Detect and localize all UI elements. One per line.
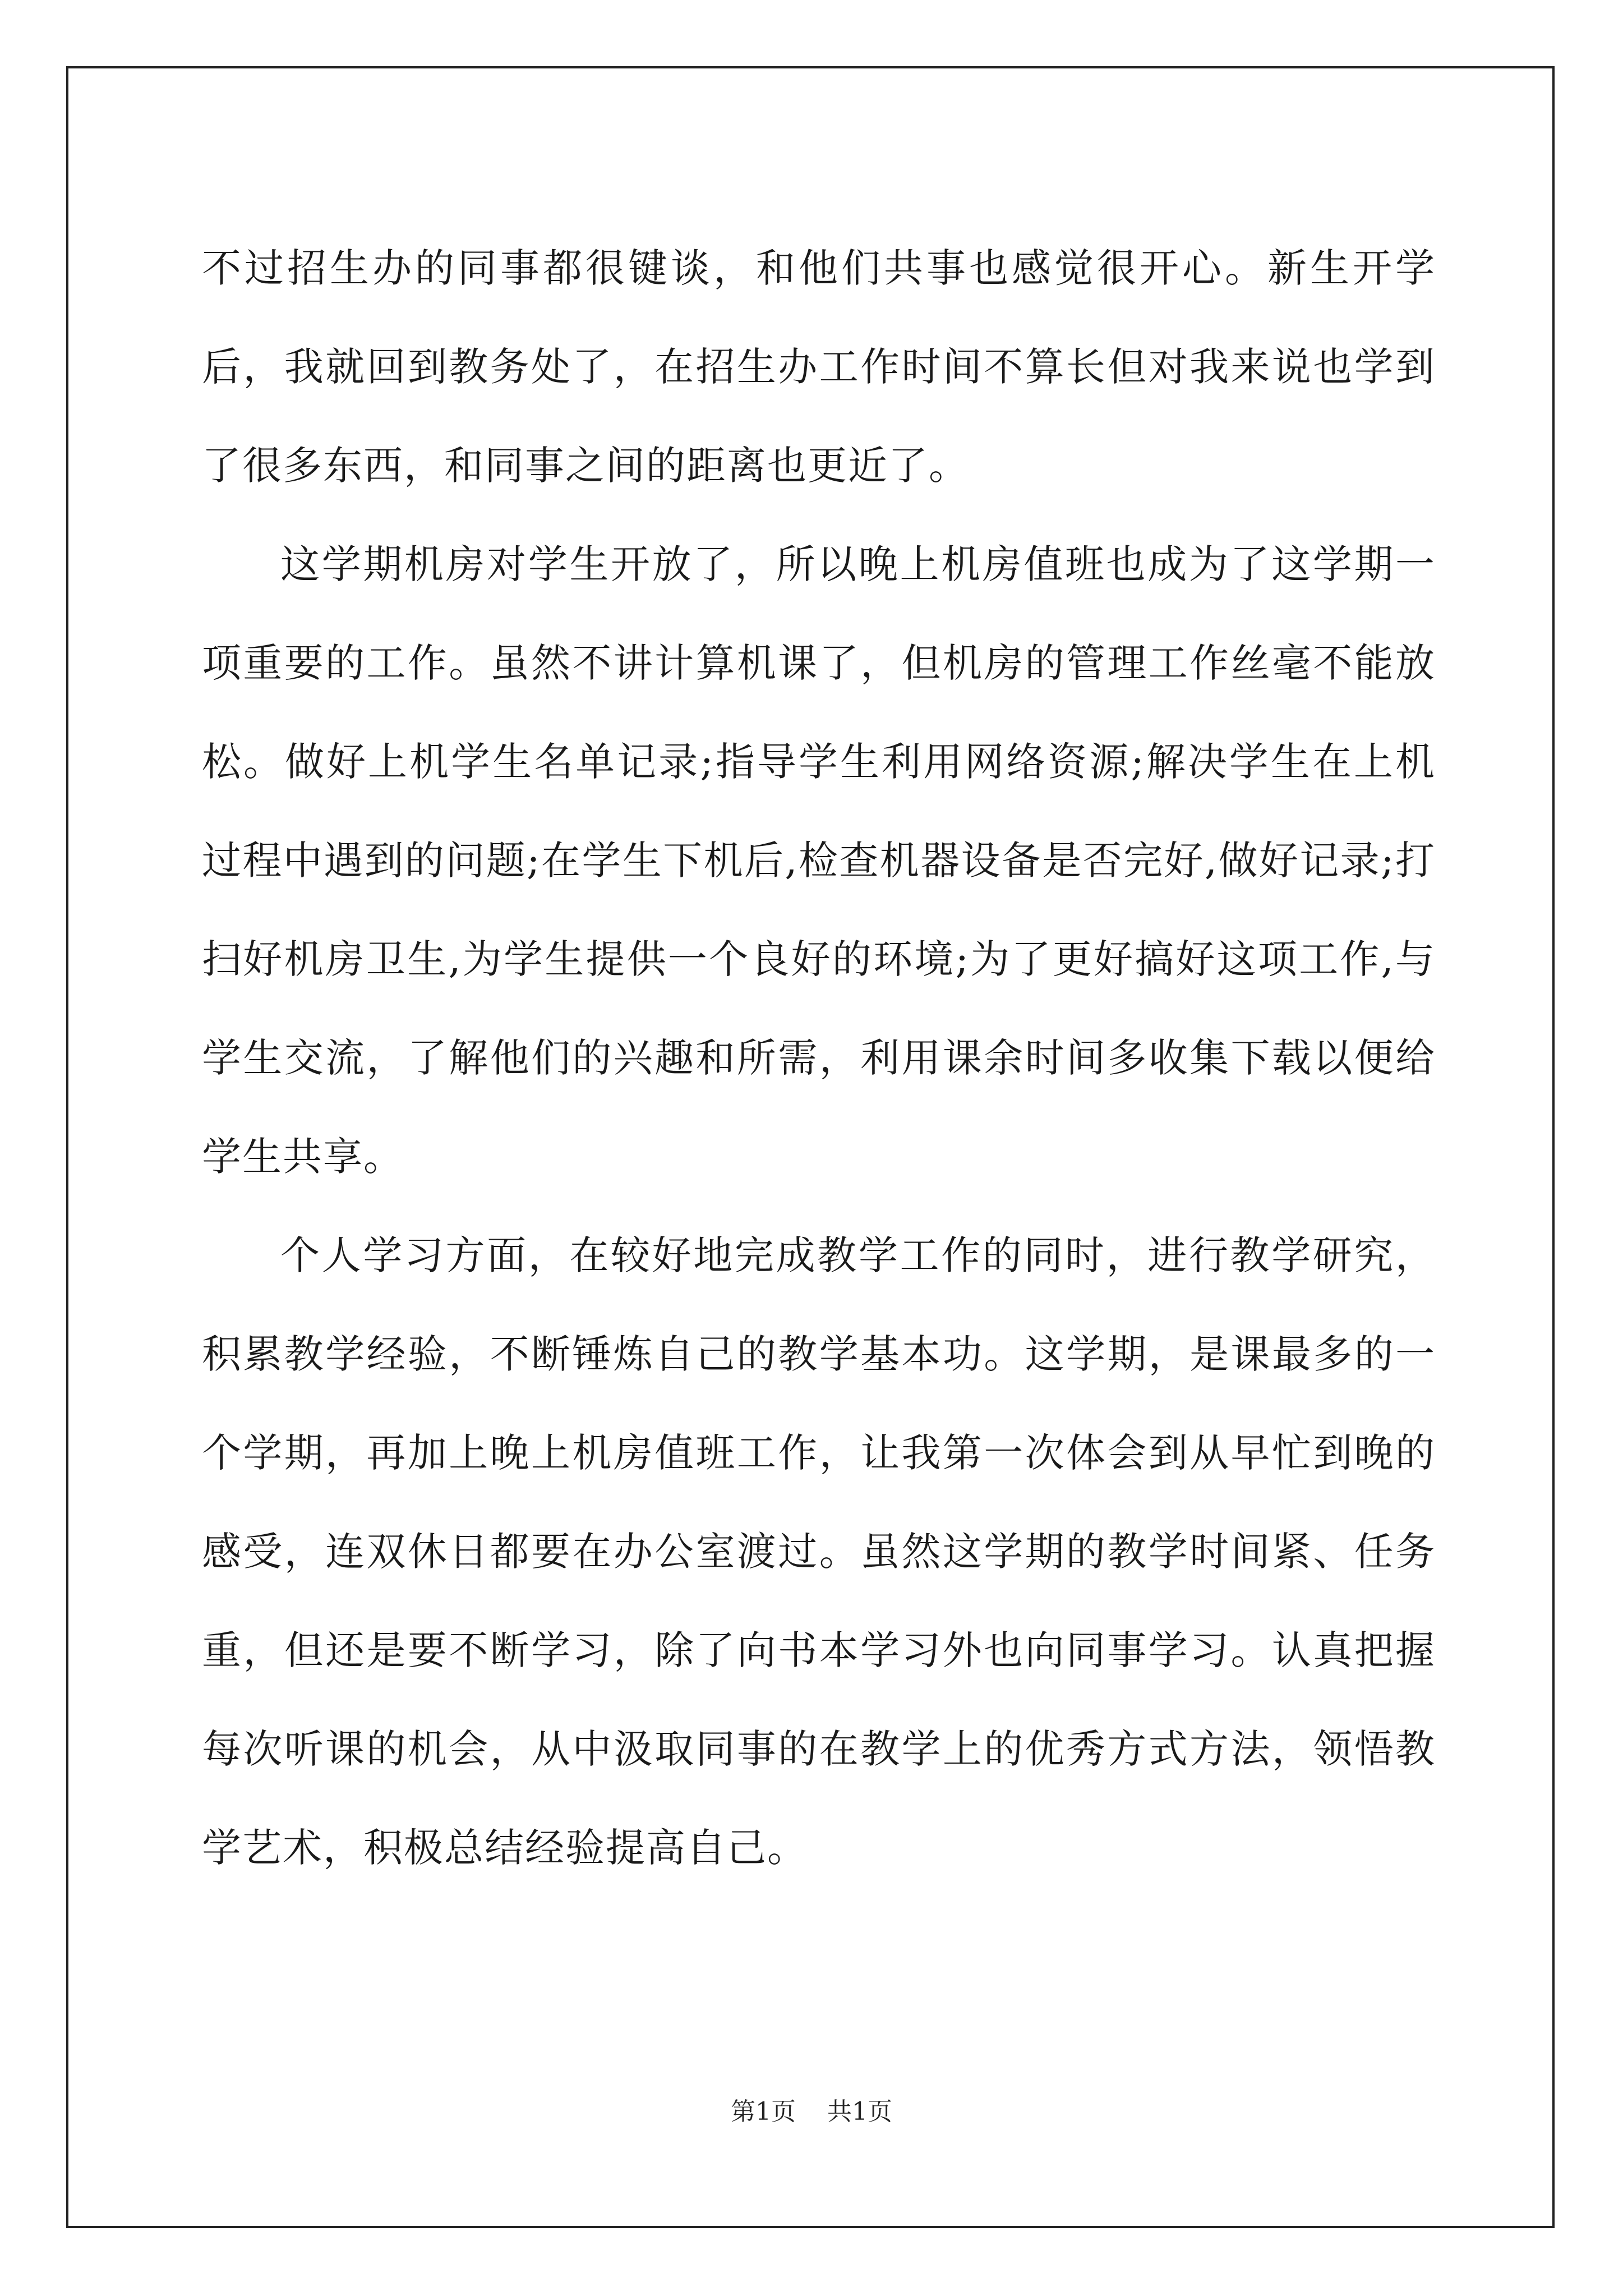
paragraph-3: 个人学习方面，在较好地完成教学工作的同时，进行教学研究，积累教学经验，不断锤炼自己的教学基本功。这学期，是课最多的一个学期，再加上晚上机房值班工作，让我第一次体会到从早忙到晚的感受，连双休日都要在办公室渡过。虽然这学期的教学时间紧、任务重，但还是要不断学习，除了向书本学习外也向同事学习。认真把握每次听课的机会，从中汲取同事的在教学上的优秀方式方法，领悟教学艺术，积极总结经验提高自己。 bbox=[202, 1232, 1436, 1871]
paragraph-2: 这学期机房对学生开放了，所以晚上机房值班也成为了这学期一项重要的工作。虽然不讲计算机课了，但机房的管理工作丝毫不能放松。做好上机学生名单记录;指导学生利用网络资源;解决学生在上机过程中遇到的问题;在学生下机后,检查机器设备是否完好,做好记录;打扫好机房卫生,为学生提供一个良好的环境;为了更好搞好这项工作,与学生交流，了解他们的兴趣和所需，利用课余时间多收集下载以便给学生共享。 bbox=[202, 541, 1436, 1180]
page-number-total: 共1页 bbox=[827, 2097, 892, 2126]
page-number-current: 第1页 bbox=[731, 2097, 796, 2126]
document-body bbox=[202, 219, 1436, 1897]
paragraph-1: 不过招生办的同事都很键谈，和他们共事也感觉很开心。新生开学后，我就回到教务处了，在招生办工作时间不算长但对我来说也学到了很多东西，和同事之间的距离也更近了。 bbox=[202, 245, 1436, 489]
page-footer bbox=[0, 2095, 1623, 2129]
